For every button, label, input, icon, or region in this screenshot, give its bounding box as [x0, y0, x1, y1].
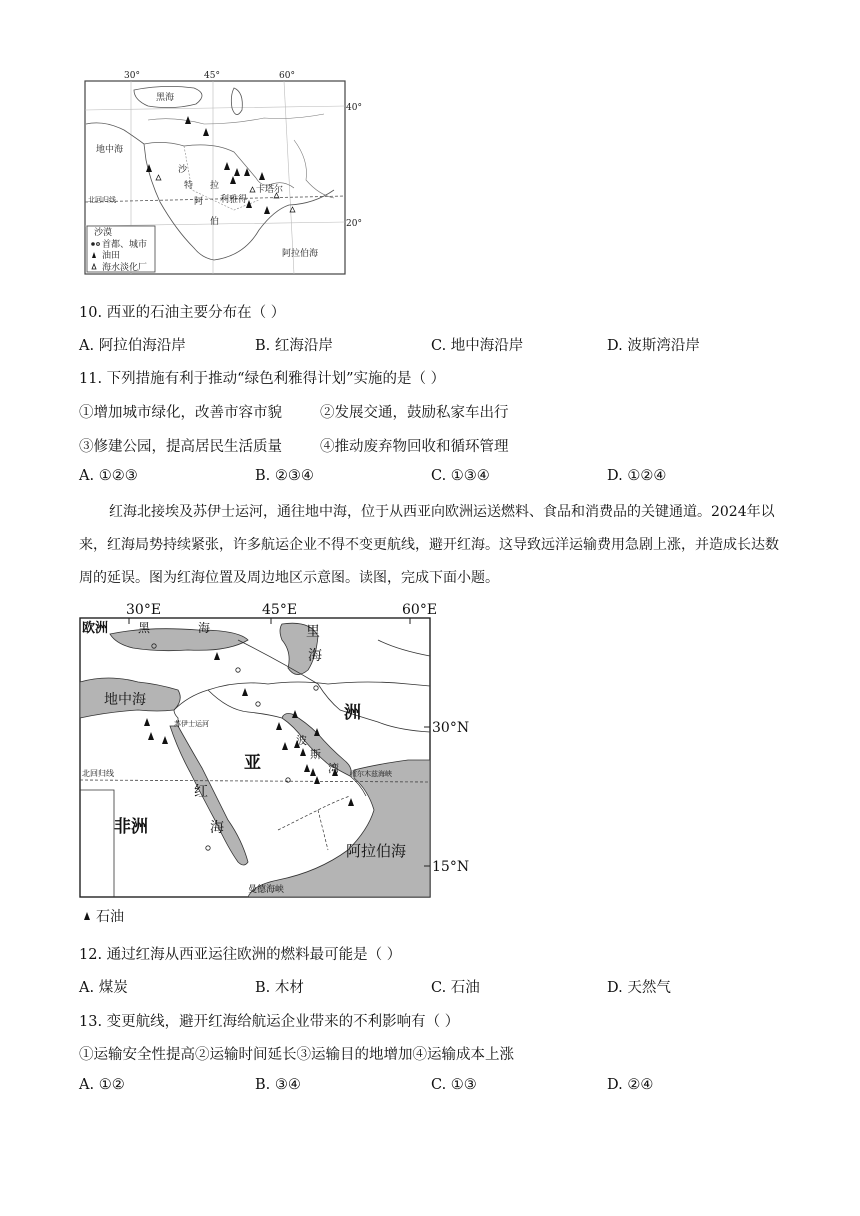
q11-statement-4: ④推动废弃物回收和循环管理: [320, 439, 509, 455]
map2-label-africa: 非洲: [114, 817, 148, 837]
map1-lat-20: 20°: [346, 219, 362, 229]
q13-statements: ①运输安全性提高②运输时间延长③运输目的地增加④运输成本上涨: [79, 1047, 514, 1063]
q12-option-b[interactable]: B. 木材: [255, 980, 304, 996]
map1-label-black-sea: 黑海: [156, 93, 175, 103]
map2-label-red-2: 海: [210, 820, 224, 836]
map2-lat-30: 30°N: [432, 720, 470, 736]
map1-label-a: 阿: [194, 197, 204, 207]
q10-option-d[interactable]: D. 波斯湾沿岸: [607, 338, 700, 354]
map1-label-bo: 伯: [210, 217, 220, 227]
q11-statement-3: ③修建公园，提高居民生活质量: [79, 439, 282, 455]
map2-label-black-1: 黑: [138, 621, 151, 635]
q12-option-c[interactable]: C. 石油: [431, 980, 480, 996]
map1-label-med: 地中海: [96, 145, 124, 155]
q10-option-a[interactable]: A. 阿拉伯海沿岸: [79, 338, 186, 354]
question-11-stem: 11. 下列措施有利于推动“绿色利雅得计划”实施的是（ ）: [79, 371, 446, 387]
map2-lon-45: 45°E: [262, 602, 298, 618]
map2-label-caspian-1: 里: [306, 624, 320, 640]
map1-label-sha: 沙: [178, 165, 188, 175]
q11-option-d[interactable]: D. ①②④: [607, 468, 667, 484]
map2-label-suez: 苏伊士运河: [174, 720, 209, 728]
map1-label-te: 特: [184, 181, 194, 191]
q10-option-c[interactable]: C. 地中海沿岸: [431, 338, 524, 354]
q10-option-b[interactable]: B. 红海沿岸: [255, 338, 333, 354]
map1-legend-desal: 海水淡化厂: [102, 263, 148, 273]
map2-lat-15: 15°N: [432, 859, 470, 875]
map2-lon-30: 30°E: [126, 602, 162, 618]
map1-lon-60: 60°: [279, 71, 295, 81]
map1-lon-30: 30°: [124, 71, 140, 81]
map-west-asia-oil: [84, 71, 362, 276]
map2-legend-oil: 石油: [96, 909, 124, 925]
map1-legend-capital: 首都、城市: [102, 240, 148, 250]
map2-label-mandeb: 曼德海峡: [248, 885, 285, 895]
q11-option-a[interactable]: A. ①②③: [79, 468, 138, 484]
map2-label-hormuz: 霍尔木兹海峡: [350, 770, 392, 778]
map2-label-black-2: 海: [198, 621, 211, 635]
map2-label-arabian-sea: 阿拉伯海: [346, 842, 407, 860]
q13-option-a[interactable]: A. ①②: [79, 1077, 125, 1093]
map1-legend-desert: 沙漠: [94, 228, 113, 238]
q11-statement-1: ①增加城市绿化，改善市容市貌: [79, 405, 282, 421]
q11-option-b[interactable]: B. ②③④: [255, 468, 314, 484]
map2-label-gulf-1: 波: [296, 734, 307, 747]
map1-legend-oil: 油田: [102, 251, 121, 261]
map1-label-la: 拉: [210, 181, 220, 191]
q13-option-d[interactable]: D. ②④: [607, 1077, 654, 1093]
map1-label-kadar: 卡塔尔: [256, 185, 284, 195]
map2-label-caspian-2: 海: [308, 648, 322, 664]
passage-text: 红海北接埃及苏伊士运河，通往地中海，位于从西亚向欧洲运送燃料、食品和消费品的关键通道。2024年以来，红海局势持续紧张，许多航运企业不得不变更航线，避开红海。这导致远洋运输费用急剧上涨，并造成长达数周的延误。图为红海位置及周边地区示意图。读图，完成下面小题。: [79, 504, 779, 586]
question-10-stem: 10. 西亚的石油主要分布在（ ）: [79, 305, 286, 321]
map1-lat-40: 40°: [346, 103, 362, 113]
q13-option-b[interactable]: B. ③④: [255, 1077, 301, 1093]
q12-option-d[interactable]: D. 天然气: [607, 980, 671, 996]
q13-option-c[interactable]: C. ①③: [431, 1077, 477, 1093]
question-12-stem: 12. 通过红海从西亚运往欧洲的燃料最可能是（ ）: [79, 947, 402, 963]
reading-passage: [79, 496, 784, 595]
map-red-sea-region: [78, 600, 478, 925]
map2-label-ya: 亚: [244, 753, 261, 773]
map2-label-med: 地中海: [104, 692, 146, 708]
q12-option-a[interactable]: A. 煤炭: [79, 980, 128, 996]
map1-label-riyadh: 利雅得: [220, 195, 248, 205]
question-13-stem: 13. 变更航线，避开红海给航运企业带来的不利影响有（ ）: [79, 1014, 460, 1030]
map1-lon-45: 45°: [204, 71, 220, 81]
map1-label-tropic: 北回归线: [88, 196, 116, 204]
map1-label-arabian-sea: 阿拉伯海: [282, 249, 319, 259]
map2-label-tropic: 北回归线: [82, 769, 114, 778]
map2-label-europe: 欧洲: [82, 621, 109, 636]
map2-label-gulf-2: 斯: [310, 748, 321, 761]
map2-label-red-1: 红: [194, 784, 208, 800]
map2-lon-60: 60°E: [402, 602, 438, 618]
q11-statement-2: ②发展交通，鼓励私家车出行: [320, 405, 509, 421]
map2-label-gulf-3: 湾: [328, 762, 339, 775]
map2-label-zhou: 洲: [344, 703, 361, 723]
q11-option-c[interactable]: C. ①③④: [431, 468, 490, 484]
